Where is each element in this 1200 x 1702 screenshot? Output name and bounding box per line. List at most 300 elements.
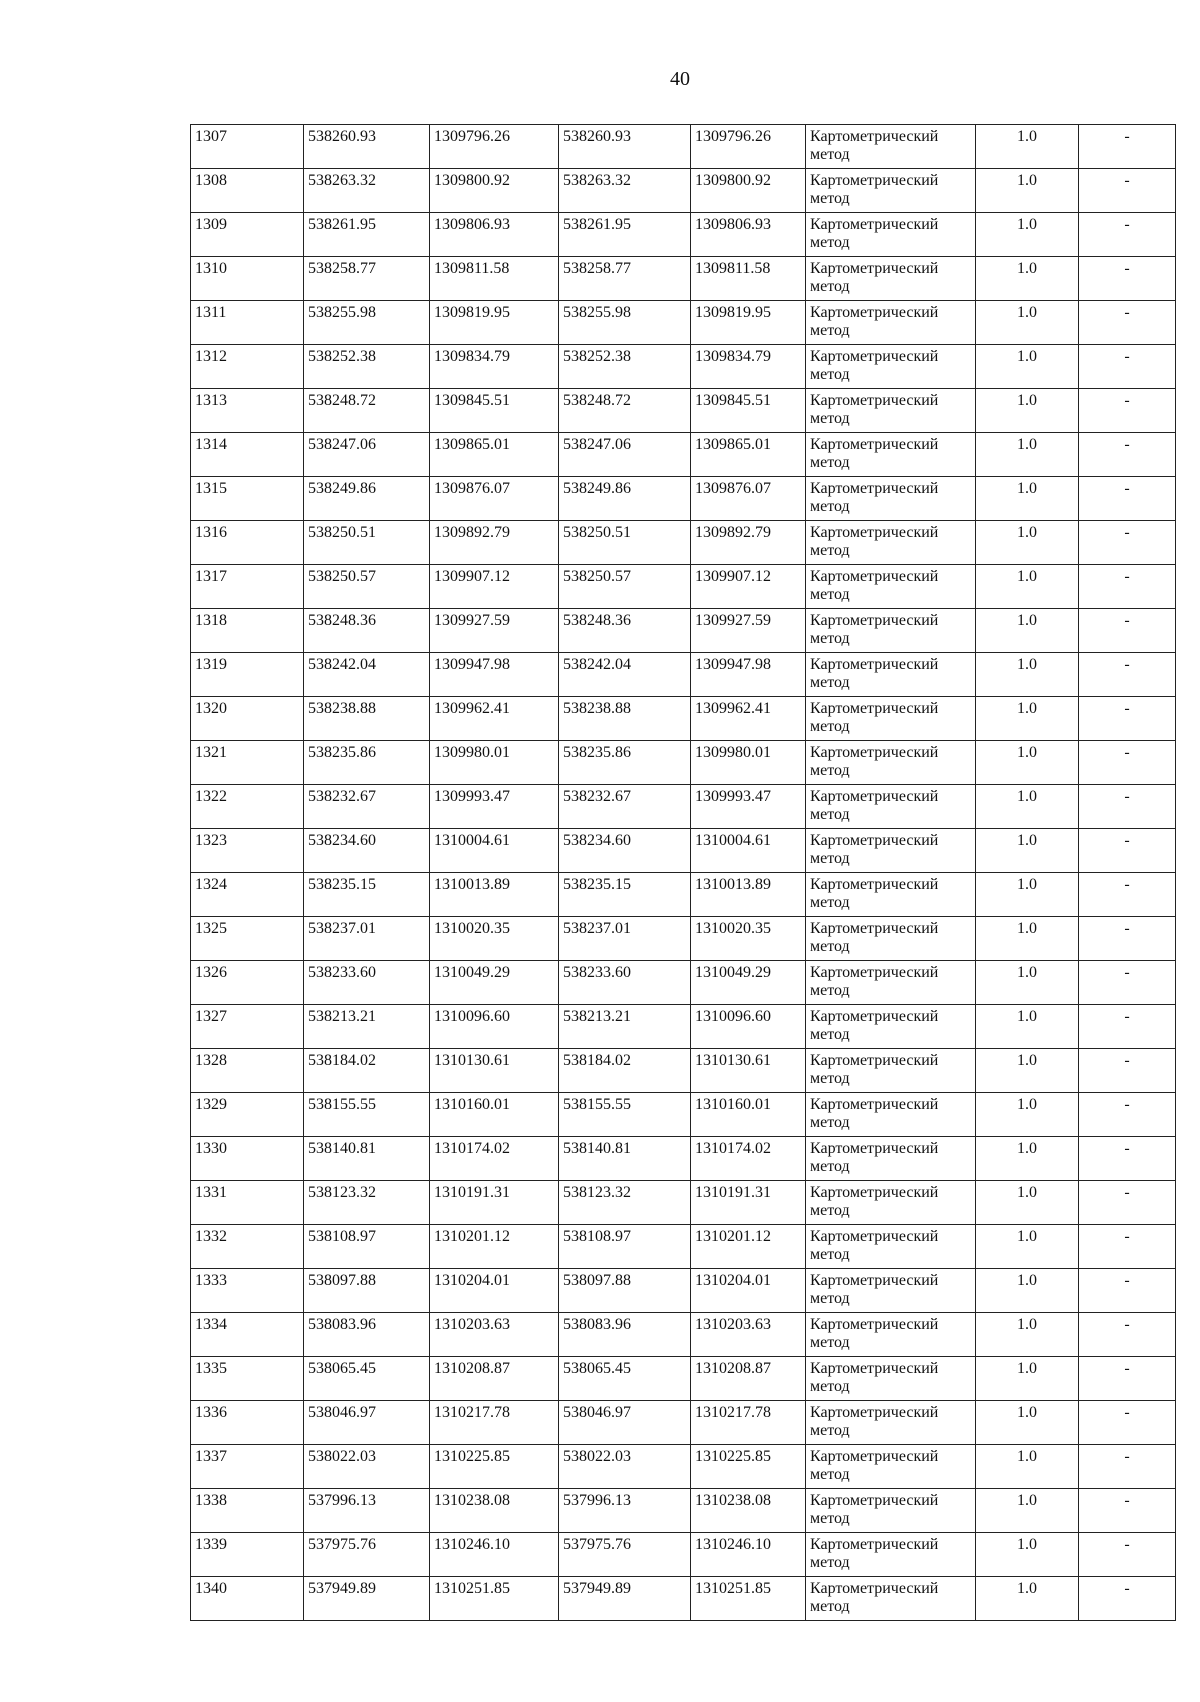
- point-number-cell: 1318: [191, 609, 304, 653]
- method-label-line2: метод: [810, 1290, 850, 1307]
- method-label-line2: метод: [810, 1202, 850, 1219]
- x-coordinate-new-cell: 538213.21: [559, 1005, 691, 1049]
- point-number-cell: 1324: [191, 873, 304, 917]
- accuracy-cell: 1.0: [976, 169, 1079, 213]
- method-label-line1: Картометрический: [810, 304, 939, 321]
- y-coordinate-new-cell: 1309876.07: [691, 477, 806, 521]
- method-label-line2: метод: [810, 1510, 850, 1527]
- x-coordinate-new-cell: 538258.77: [559, 257, 691, 301]
- x-coordinate-cell: 538249.86: [304, 477, 430, 521]
- method-cell: [806, 609, 976, 653]
- x-coordinate-cell: 538250.57: [304, 565, 430, 609]
- accuracy-cell: 1.0: [976, 785, 1079, 829]
- point-number-cell: 1328: [191, 1049, 304, 1093]
- method-label-line1: Картометрический: [810, 1008, 939, 1025]
- x-coordinate-new-cell: 538237.01: [559, 917, 691, 961]
- point-number-cell: 1317: [191, 565, 304, 609]
- x-coordinate-cell: 538248.72: [304, 389, 430, 433]
- table-row: [191, 1313, 1176, 1357]
- method-cell: [806, 1093, 976, 1137]
- x-coordinate-new-cell: 538065.45: [559, 1357, 691, 1401]
- y-coordinate-cell: 1309907.12: [430, 565, 559, 609]
- y-coordinate-new-cell: 1309993.47: [691, 785, 806, 829]
- y-coordinate-new-cell: 1309962.41: [691, 697, 806, 741]
- x-coordinate-cell: 538260.93: [304, 125, 430, 169]
- accuracy-cell: 1.0: [976, 1357, 1079, 1401]
- note-cell: -: [1079, 1357, 1176, 1401]
- note-cell: -: [1079, 873, 1176, 917]
- x-coordinate-new-cell: 538252.38: [559, 345, 691, 389]
- table-row: [191, 1137, 1176, 1181]
- x-coordinate-new-cell: 537949.89: [559, 1577, 691, 1621]
- y-coordinate-new-cell: 1310191.31: [691, 1181, 806, 1225]
- y-coordinate-cell: 1309800.92: [430, 169, 559, 213]
- method-label-line2: метод: [810, 850, 850, 867]
- method-label-line2: метод: [810, 1466, 850, 1483]
- point-number-cell: 1334: [191, 1313, 304, 1357]
- note-cell: -: [1079, 125, 1176, 169]
- method-label-line2: метод: [810, 278, 850, 295]
- y-coordinate-cell: 1310191.31: [430, 1181, 559, 1225]
- method-cell: [806, 477, 976, 521]
- x-coordinate-new-cell: 538249.86: [559, 477, 691, 521]
- accuracy-cell: 1.0: [976, 477, 1079, 521]
- table-row: [191, 653, 1176, 697]
- point-number-cell: 1310: [191, 257, 304, 301]
- y-coordinate-cell: 1310208.87: [430, 1357, 559, 1401]
- method-cell: [806, 1313, 976, 1357]
- method-label-line1: Картометрический: [810, 128, 939, 145]
- x-coordinate-cell: 538046.97: [304, 1401, 430, 1445]
- method-label-line2: метод: [810, 674, 850, 691]
- method-cell: [806, 301, 976, 345]
- x-coordinate-cell: 538234.60: [304, 829, 430, 873]
- x-coordinate-new-cell: 538248.36: [559, 609, 691, 653]
- x-coordinate-new-cell: 538123.32: [559, 1181, 691, 1225]
- y-coordinate-cell: 1310201.12: [430, 1225, 559, 1269]
- y-coordinate-new-cell: 1310251.85: [691, 1577, 806, 1621]
- method-cell: [806, 1357, 976, 1401]
- x-coordinate-new-cell: 538250.57: [559, 565, 691, 609]
- method-cell: [806, 961, 976, 1005]
- x-coordinate-cell: 538097.88: [304, 1269, 430, 1313]
- y-coordinate-cell: 1310160.01: [430, 1093, 559, 1137]
- accuracy-cell: 1.0: [976, 1577, 1079, 1621]
- method-label-line2: метод: [810, 234, 850, 251]
- table-row: [191, 1269, 1176, 1313]
- accuracy-cell: 1.0: [976, 609, 1079, 653]
- x-coordinate-cell: 538258.77: [304, 257, 430, 301]
- x-coordinate-cell: 538248.36: [304, 609, 430, 653]
- x-coordinate-cell: 537996.13: [304, 1489, 430, 1533]
- accuracy-cell: 1.0: [976, 917, 1079, 961]
- y-coordinate-cell: 1310204.01: [430, 1269, 559, 1313]
- table-body: [191, 125, 1176, 1621]
- x-coordinate-cell: 538123.32: [304, 1181, 430, 1225]
- method-label-line2: метод: [810, 586, 850, 603]
- method-label-line1: Картометрический: [810, 612, 939, 629]
- y-coordinate-cell: 1309980.01: [430, 741, 559, 785]
- accuracy-cell: 1.0: [976, 433, 1079, 477]
- point-number-cell: 1312: [191, 345, 304, 389]
- method-cell: [806, 1577, 976, 1621]
- accuracy-cell: 1.0: [976, 213, 1079, 257]
- point-number-cell: 1320: [191, 697, 304, 741]
- x-coordinate-cell: 538235.86: [304, 741, 430, 785]
- accuracy-cell: 1.0: [976, 1313, 1079, 1357]
- note-cell: -: [1079, 213, 1176, 257]
- note-cell: -: [1079, 1137, 1176, 1181]
- note-cell: -: [1079, 741, 1176, 785]
- method-cell: [806, 1533, 976, 1577]
- method-label-line2: метод: [810, 1334, 850, 1351]
- note-cell: -: [1079, 565, 1176, 609]
- y-coordinate-cell: 1309806.93: [430, 213, 559, 257]
- x-coordinate-new-cell: 538083.96: [559, 1313, 691, 1357]
- x-coordinate-new-cell: 537975.76: [559, 1533, 691, 1577]
- method-label-line2: метод: [810, 498, 850, 515]
- accuracy-cell: 1.0: [976, 125, 1079, 169]
- point-number-cell: 1319: [191, 653, 304, 697]
- method-label-line1: Картометрический: [810, 876, 939, 893]
- method-label-line2: метод: [810, 190, 850, 207]
- method-label-line2: метод: [810, 1598, 850, 1615]
- x-coordinate-new-cell: 538155.55: [559, 1093, 691, 1137]
- y-coordinate-new-cell: 1310020.35: [691, 917, 806, 961]
- method-cell: [806, 213, 976, 257]
- method-cell: [806, 829, 976, 873]
- note-cell: -: [1079, 653, 1176, 697]
- method-label-line2: метод: [810, 806, 850, 823]
- method-label-line1: Картометрический: [810, 480, 939, 497]
- method-label-line1: Картометрический: [810, 348, 939, 365]
- y-coordinate-cell: 1310203.63: [430, 1313, 559, 1357]
- accuracy-cell: 1.0: [976, 1137, 1079, 1181]
- method-label-line1: Картометрический: [810, 568, 939, 585]
- table-row: [191, 1533, 1176, 1577]
- point-number-cell: 1309: [191, 213, 304, 257]
- x-coordinate-new-cell: 538238.88: [559, 697, 691, 741]
- y-coordinate-new-cell: 1310204.01: [691, 1269, 806, 1313]
- table-row: [191, 1093, 1176, 1137]
- accuracy-cell: 1.0: [976, 345, 1079, 389]
- x-coordinate-cell: 538263.32: [304, 169, 430, 213]
- note-cell: -: [1079, 477, 1176, 521]
- accuracy-cell: 1.0: [976, 1093, 1079, 1137]
- accuracy-cell: 1.0: [976, 1049, 1079, 1093]
- y-coordinate-cell: 1309819.95: [430, 301, 559, 345]
- x-coordinate-cell: 537975.76: [304, 1533, 430, 1577]
- x-coordinate-new-cell: 538184.02: [559, 1049, 691, 1093]
- y-coordinate-new-cell: 1310013.89: [691, 873, 806, 917]
- y-coordinate-new-cell: 1310130.61: [691, 1049, 806, 1093]
- point-number-cell: 1311: [191, 301, 304, 345]
- method-label-line1: Картометрический: [810, 1536, 939, 1553]
- table-row: [191, 1181, 1176, 1225]
- method-label-line2: метод: [810, 1246, 850, 1263]
- y-coordinate-new-cell: 1309892.79: [691, 521, 806, 565]
- table-row: [191, 257, 1176, 301]
- table-row: [191, 741, 1176, 785]
- table-row: [191, 389, 1176, 433]
- y-coordinate-new-cell: 1310246.10: [691, 1533, 806, 1577]
- method-cell: [806, 169, 976, 213]
- accuracy-cell: 1.0: [976, 1489, 1079, 1533]
- method-cell: [806, 389, 976, 433]
- x-coordinate-cell: 538237.01: [304, 917, 430, 961]
- note-cell: -: [1079, 1489, 1176, 1533]
- method-label-line1: Картометрический: [810, 920, 939, 937]
- method-label-line1: Картометрический: [810, 392, 939, 409]
- y-coordinate-cell: 1310004.61: [430, 829, 559, 873]
- table-row: [191, 961, 1176, 1005]
- y-coordinate-cell: 1310251.85: [430, 1577, 559, 1621]
- note-cell: -: [1079, 1313, 1176, 1357]
- table-row: [191, 873, 1176, 917]
- method-label-line1: Картометрический: [810, 700, 939, 717]
- x-coordinate-new-cell: 538097.88: [559, 1269, 691, 1313]
- y-coordinate-cell: 1309845.51: [430, 389, 559, 433]
- x-coordinate-new-cell: 538250.51: [559, 521, 691, 565]
- x-coordinate-new-cell: 538235.15: [559, 873, 691, 917]
- method-label-line2: метод: [810, 894, 850, 911]
- x-coordinate-new-cell: 538255.98: [559, 301, 691, 345]
- y-coordinate-new-cell: 1309907.12: [691, 565, 806, 609]
- table-row: [191, 521, 1176, 565]
- x-coordinate-cell: 538247.06: [304, 433, 430, 477]
- table-row: [191, 565, 1176, 609]
- method-label-line1: Картометрический: [810, 1580, 939, 1597]
- x-coordinate-cell: 538261.95: [304, 213, 430, 257]
- y-coordinate-new-cell: 1309819.95: [691, 301, 806, 345]
- y-coordinate-new-cell: 1310225.85: [691, 1445, 806, 1489]
- x-coordinate-cell: 538213.21: [304, 1005, 430, 1049]
- note-cell: -: [1079, 1225, 1176, 1269]
- method-label-line1: Картометрический: [810, 1404, 939, 1421]
- note-cell: -: [1079, 1049, 1176, 1093]
- y-coordinate-new-cell: 1310238.08: [691, 1489, 806, 1533]
- x-coordinate-cell: 538232.67: [304, 785, 430, 829]
- y-coordinate-cell: 1310246.10: [430, 1533, 559, 1577]
- x-coordinate-cell: 538252.38: [304, 345, 430, 389]
- table-row: [191, 301, 1176, 345]
- y-coordinate-cell: 1310217.78: [430, 1401, 559, 1445]
- x-coordinate-cell: 538022.03: [304, 1445, 430, 1489]
- table-row: [191, 433, 1176, 477]
- method-label-line1: Картометрический: [810, 964, 939, 981]
- method-cell: [806, 1401, 976, 1445]
- method-cell: [806, 345, 976, 389]
- y-coordinate-cell: 1309947.98: [430, 653, 559, 697]
- accuracy-cell: 1.0: [976, 521, 1079, 565]
- y-coordinate-new-cell: 1310049.29: [691, 961, 806, 1005]
- accuracy-cell: 1.0: [976, 873, 1079, 917]
- x-coordinate-cell: 538108.97: [304, 1225, 430, 1269]
- y-coordinate-new-cell: 1309834.79: [691, 345, 806, 389]
- x-coordinate-cell: 538250.51: [304, 521, 430, 565]
- method-label-line2: метод: [810, 542, 850, 559]
- point-number-cell: 1326: [191, 961, 304, 1005]
- x-coordinate-cell: 538155.55: [304, 1093, 430, 1137]
- point-number-cell: 1323: [191, 829, 304, 873]
- method-label-line1: Картометрический: [810, 656, 939, 673]
- method-label-line2: метод: [810, 1026, 850, 1043]
- y-coordinate-cell: 1309892.79: [430, 521, 559, 565]
- x-coordinate-cell: 537949.89: [304, 1577, 430, 1621]
- x-coordinate-cell: 538233.60: [304, 961, 430, 1005]
- point-number-cell: 1333: [191, 1269, 304, 1313]
- x-coordinate-new-cell: 538108.97: [559, 1225, 691, 1269]
- y-coordinate-new-cell: 1310004.61: [691, 829, 806, 873]
- method-cell: [806, 433, 976, 477]
- note-cell: -: [1079, 1181, 1176, 1225]
- y-coordinate-new-cell: 1310217.78: [691, 1401, 806, 1445]
- method-label-line2: метод: [810, 1378, 850, 1395]
- y-coordinate-new-cell: 1310208.87: [691, 1357, 806, 1401]
- y-coordinate-cell: 1309927.59: [430, 609, 559, 653]
- point-number-cell: 1327: [191, 1005, 304, 1049]
- method-label-line1: Картометрический: [810, 1360, 939, 1377]
- y-coordinate-cell: 1309962.41: [430, 697, 559, 741]
- y-coordinate-cell: 1310225.85: [430, 1445, 559, 1489]
- table-row: [191, 1225, 1176, 1269]
- y-coordinate-cell: 1309796.26: [430, 125, 559, 169]
- note-cell: -: [1079, 301, 1176, 345]
- x-coordinate-cell: 538238.88: [304, 697, 430, 741]
- accuracy-cell: 1.0: [976, 1005, 1079, 1049]
- table-row: [191, 169, 1176, 213]
- y-coordinate-cell: 1310130.61: [430, 1049, 559, 1093]
- accuracy-cell: 1.0: [976, 829, 1079, 873]
- x-coordinate-cell: 538242.04: [304, 653, 430, 697]
- point-number-cell: 1331: [191, 1181, 304, 1225]
- y-coordinate-new-cell: 1310203.63: [691, 1313, 806, 1357]
- method-cell: [806, 1269, 976, 1313]
- x-coordinate-cell: 538083.96: [304, 1313, 430, 1357]
- y-coordinate-cell: 1310096.60: [430, 1005, 559, 1049]
- accuracy-cell: 1.0: [976, 697, 1079, 741]
- method-label-line1: Картометрический: [810, 260, 939, 277]
- x-coordinate-new-cell: 538022.03: [559, 1445, 691, 1489]
- method-label-line1: Картометрический: [810, 1492, 939, 1509]
- method-cell: [806, 1489, 976, 1533]
- point-number-cell: 1336: [191, 1401, 304, 1445]
- method-label-line2: метод: [810, 1554, 850, 1571]
- table-row: [191, 125, 1176, 169]
- y-coordinate-new-cell: 1309927.59: [691, 609, 806, 653]
- note-cell: -: [1079, 961, 1176, 1005]
- method-cell: [806, 873, 976, 917]
- x-coordinate-new-cell: 538260.93: [559, 125, 691, 169]
- method-cell: [806, 1445, 976, 1489]
- method-label-line2: метод: [810, 1422, 850, 1439]
- page-number: 40: [670, 68, 690, 90]
- y-coordinate-new-cell: 1310096.60: [691, 1005, 806, 1049]
- method-label-line1: Картометрический: [810, 1140, 939, 1157]
- y-coordinate-new-cell: 1309865.01: [691, 433, 806, 477]
- note-cell: -: [1079, 785, 1176, 829]
- point-number-cell: 1308: [191, 169, 304, 213]
- x-coordinate-cell: 538255.98: [304, 301, 430, 345]
- note-cell: -: [1079, 521, 1176, 565]
- table-row: [191, 829, 1176, 873]
- x-coordinate-new-cell: 538140.81: [559, 1137, 691, 1181]
- accuracy-cell: 1.0: [976, 389, 1079, 433]
- x-coordinate-new-cell: 538263.32: [559, 169, 691, 213]
- table-row: [191, 1401, 1176, 1445]
- table-row: [191, 917, 1176, 961]
- y-coordinate-new-cell: 1309947.98: [691, 653, 806, 697]
- note-cell: -: [1079, 917, 1176, 961]
- x-coordinate-new-cell: 538247.06: [559, 433, 691, 477]
- x-coordinate-new-cell: 538234.60: [559, 829, 691, 873]
- method-cell: [806, 1181, 976, 1225]
- method-label-line2: метод: [810, 410, 850, 427]
- accuracy-cell: 1.0: [976, 1225, 1079, 1269]
- method-label-line1: Картометрический: [810, 1184, 939, 1201]
- method-label-line2: метод: [810, 322, 850, 339]
- method-cell: [806, 741, 976, 785]
- accuracy-cell: 1.0: [976, 565, 1079, 609]
- table-row: [191, 1005, 1176, 1049]
- y-coordinate-new-cell: 1309980.01: [691, 741, 806, 785]
- method-label-line1: Картометрический: [810, 832, 939, 849]
- table-row: [191, 1357, 1176, 1401]
- accuracy-cell: 1.0: [976, 653, 1079, 697]
- y-coordinate-cell: 1309834.79: [430, 345, 559, 389]
- method-cell: [806, 125, 976, 169]
- method-cell: [806, 257, 976, 301]
- point-number-cell: 1322: [191, 785, 304, 829]
- table-row: [191, 1577, 1176, 1621]
- point-number-cell: 1330: [191, 1137, 304, 1181]
- method-label-line1: Картометрический: [810, 1316, 939, 1333]
- x-coordinate-new-cell: 537996.13: [559, 1489, 691, 1533]
- point-number-cell: 1335: [191, 1357, 304, 1401]
- y-coordinate-cell: 1310013.89: [430, 873, 559, 917]
- y-coordinate-cell: 1310174.02: [430, 1137, 559, 1181]
- method-cell: [806, 1225, 976, 1269]
- method-label-line2: метод: [810, 1070, 850, 1087]
- point-number-cell: 1340: [191, 1577, 304, 1621]
- method-cell: [806, 653, 976, 697]
- x-coordinate-cell: 538065.45: [304, 1357, 430, 1401]
- method-label-line2: метод: [810, 718, 850, 735]
- accuracy-cell: 1.0: [976, 1445, 1079, 1489]
- x-coordinate-new-cell: 538248.72: [559, 389, 691, 433]
- x-coordinate-new-cell: 538261.95: [559, 213, 691, 257]
- y-coordinate-cell: 1310049.29: [430, 961, 559, 1005]
- point-number-cell: 1314: [191, 433, 304, 477]
- point-number-cell: 1307: [191, 125, 304, 169]
- table-row: [191, 1049, 1176, 1093]
- accuracy-cell: 1.0: [976, 741, 1079, 785]
- table-row: [191, 477, 1176, 521]
- note-cell: -: [1079, 1533, 1176, 1577]
- x-coordinate-cell: 538140.81: [304, 1137, 430, 1181]
- y-coordinate-cell: 1310020.35: [430, 917, 559, 961]
- x-coordinate-cell: 538184.02: [304, 1049, 430, 1093]
- x-coordinate-new-cell: 538232.67: [559, 785, 691, 829]
- accuracy-cell: 1.0: [976, 1401, 1079, 1445]
- accuracy-cell: 1.0: [976, 257, 1079, 301]
- method-cell: [806, 565, 976, 609]
- point-number-cell: 1313: [191, 389, 304, 433]
- method-cell: [806, 785, 976, 829]
- method-label-line1: Картометрический: [810, 1448, 939, 1465]
- method-label-line2: метод: [810, 366, 850, 383]
- y-coordinate-cell: 1309865.01: [430, 433, 559, 477]
